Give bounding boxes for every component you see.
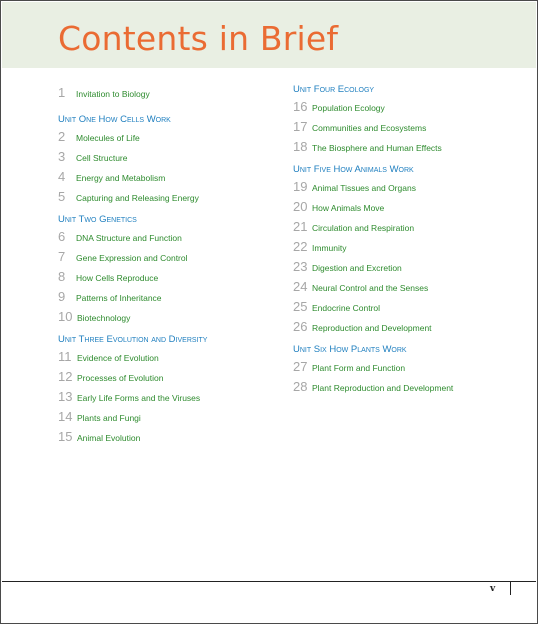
toc-entry[interactable] xyxy=(58,347,207,367)
chapter-number: 16 xyxy=(293,99,308,114)
toc-entry[interactable] xyxy=(58,267,207,287)
chapter-number: 17 xyxy=(293,119,308,134)
chapter-number: 20 xyxy=(293,199,308,214)
chapter-number: 1 xyxy=(58,85,66,100)
chapter-number: 15 xyxy=(58,429,73,444)
chapter-title: Reproduction and Development xyxy=(312,323,432,333)
toc-entry[interactable] xyxy=(293,197,453,217)
toc-entry[interactable] xyxy=(293,117,453,137)
chapter-title: How Animals Move xyxy=(312,203,385,213)
chapter-title: Biotechnology xyxy=(77,313,131,323)
chapter-number: 18 xyxy=(293,139,308,154)
chapter-title: Cell Structure xyxy=(76,153,128,163)
chapter-title: Gene Expression and Control xyxy=(76,253,188,263)
chapter-number: 6 xyxy=(58,229,66,244)
chapter-number: 22 xyxy=(293,239,308,254)
chapter-title: Invitation to Biology xyxy=(76,89,150,99)
chapter-number: 7 xyxy=(58,249,66,264)
chapter-title: Plant Reproduction and Development xyxy=(312,383,454,393)
unit-heading: Unit Two Genetics xyxy=(58,214,137,225)
page-number: v xyxy=(490,584,496,594)
chapter-title: Evidence of Evolution xyxy=(77,353,159,363)
chapter-title: Processes of Evolution xyxy=(77,373,164,383)
unit-heading: Unit Five How Animals Work xyxy=(293,164,414,175)
toc-entry[interactable] xyxy=(293,357,453,377)
chapter-title: Capturing and Releasing Energy xyxy=(76,193,199,203)
chapter-title: Population Ecology xyxy=(312,103,385,113)
toc-entry[interactable] xyxy=(293,297,453,317)
chapter-number: 8 xyxy=(58,269,66,284)
chapter-title: Animal Evolution xyxy=(77,433,141,443)
chapter-number: 23 xyxy=(293,259,308,274)
chapter-number: 25 xyxy=(293,299,308,314)
chapter-number: 4 xyxy=(58,169,66,184)
toc-entry[interactable] xyxy=(293,237,453,257)
chapter-number: 19 xyxy=(293,179,308,194)
chapter-number: 28 xyxy=(293,379,308,394)
toc-entry[interactable] xyxy=(58,387,207,407)
chapter-number: 21 xyxy=(293,219,308,234)
chapter-number: 10 xyxy=(58,309,73,324)
chapter-title: Plants and Fungi xyxy=(77,413,141,423)
toc-entry[interactable] xyxy=(293,377,453,397)
toc-entry[interactable] xyxy=(58,247,207,267)
toc-entry[interactable] xyxy=(58,187,207,207)
chapter-number: 11 xyxy=(58,349,72,364)
chapter-title: Animal Tissues and Organs xyxy=(312,183,416,193)
chapter-number: 3 xyxy=(58,149,66,164)
chapter-number: 14 xyxy=(58,409,73,424)
toc-entry[interactable] xyxy=(293,257,453,277)
chapter-number: 26 xyxy=(293,319,308,334)
chapter-number: 27 xyxy=(293,359,308,374)
toc-entry[interactable] xyxy=(58,367,207,387)
toc-entry[interactable] xyxy=(58,147,207,167)
toc-entry[interactable] xyxy=(58,167,207,187)
chapter-number: 12 xyxy=(58,369,73,384)
chapter-number: 13 xyxy=(58,389,73,404)
footer-rule xyxy=(2,581,536,582)
page-title: Contents in Brief xyxy=(58,19,339,58)
chapter-title: Circulation and Respiration xyxy=(312,223,415,233)
unit-heading: Unit Three Evolution and Diversity xyxy=(58,334,208,345)
chapter-title: Neural Control and the Senses xyxy=(312,283,429,293)
toc-right-column xyxy=(293,83,453,397)
chapter-number: 5 xyxy=(58,189,66,204)
chapter-title: How Cells Reproduce xyxy=(76,273,159,283)
toc-entry[interactable] xyxy=(58,407,207,427)
chapter-number: 9 xyxy=(58,289,66,304)
chapter-title: The Biosphere and Human Effects xyxy=(312,143,442,153)
unit-heading: Unit One How Cells Work xyxy=(58,114,171,125)
chapter-title: Endocrine Control xyxy=(312,303,381,313)
chapter-title: Patterns of Inheritance xyxy=(76,293,162,303)
toc-entry[interactable] xyxy=(58,83,207,103)
chapter-title: Plant Form and Function xyxy=(312,363,406,373)
footer-tick xyxy=(510,581,511,595)
toc-entry[interactable] xyxy=(293,97,453,117)
toc-entry[interactable] xyxy=(293,177,453,197)
toc-entry[interactable] xyxy=(293,277,453,297)
toc-entry[interactable] xyxy=(58,127,207,147)
chapter-number: 2 xyxy=(58,129,66,144)
toc-entry[interactable] xyxy=(293,317,453,337)
toc-entry[interactable] xyxy=(58,227,207,247)
toc-entry[interactable] xyxy=(58,287,207,307)
toc-left-column xyxy=(58,83,207,447)
chapter-title: Communities and Ecosystems xyxy=(312,123,427,133)
chapter-title: Immunity xyxy=(312,243,347,253)
chapter-title: Digestion and Excretion xyxy=(312,263,402,273)
chapter-number: 24 xyxy=(293,279,308,294)
toc-entry[interactable] xyxy=(58,427,207,447)
toc-entry[interactable] xyxy=(58,307,207,327)
unit-heading: Unit Six How Plants Work xyxy=(293,344,407,355)
unit-heading: Unit Four Ecology xyxy=(293,84,375,95)
toc-entry[interactable] xyxy=(293,217,453,237)
chapter-title: Energy and Metabolism xyxy=(76,173,166,183)
chapter-title: Molecules of Life xyxy=(76,133,140,143)
chapter-title: Early Life Forms and the Viruses xyxy=(77,393,201,403)
chapter-title: DNA Structure and Function xyxy=(76,233,182,243)
toc-entry[interactable] xyxy=(293,137,453,157)
